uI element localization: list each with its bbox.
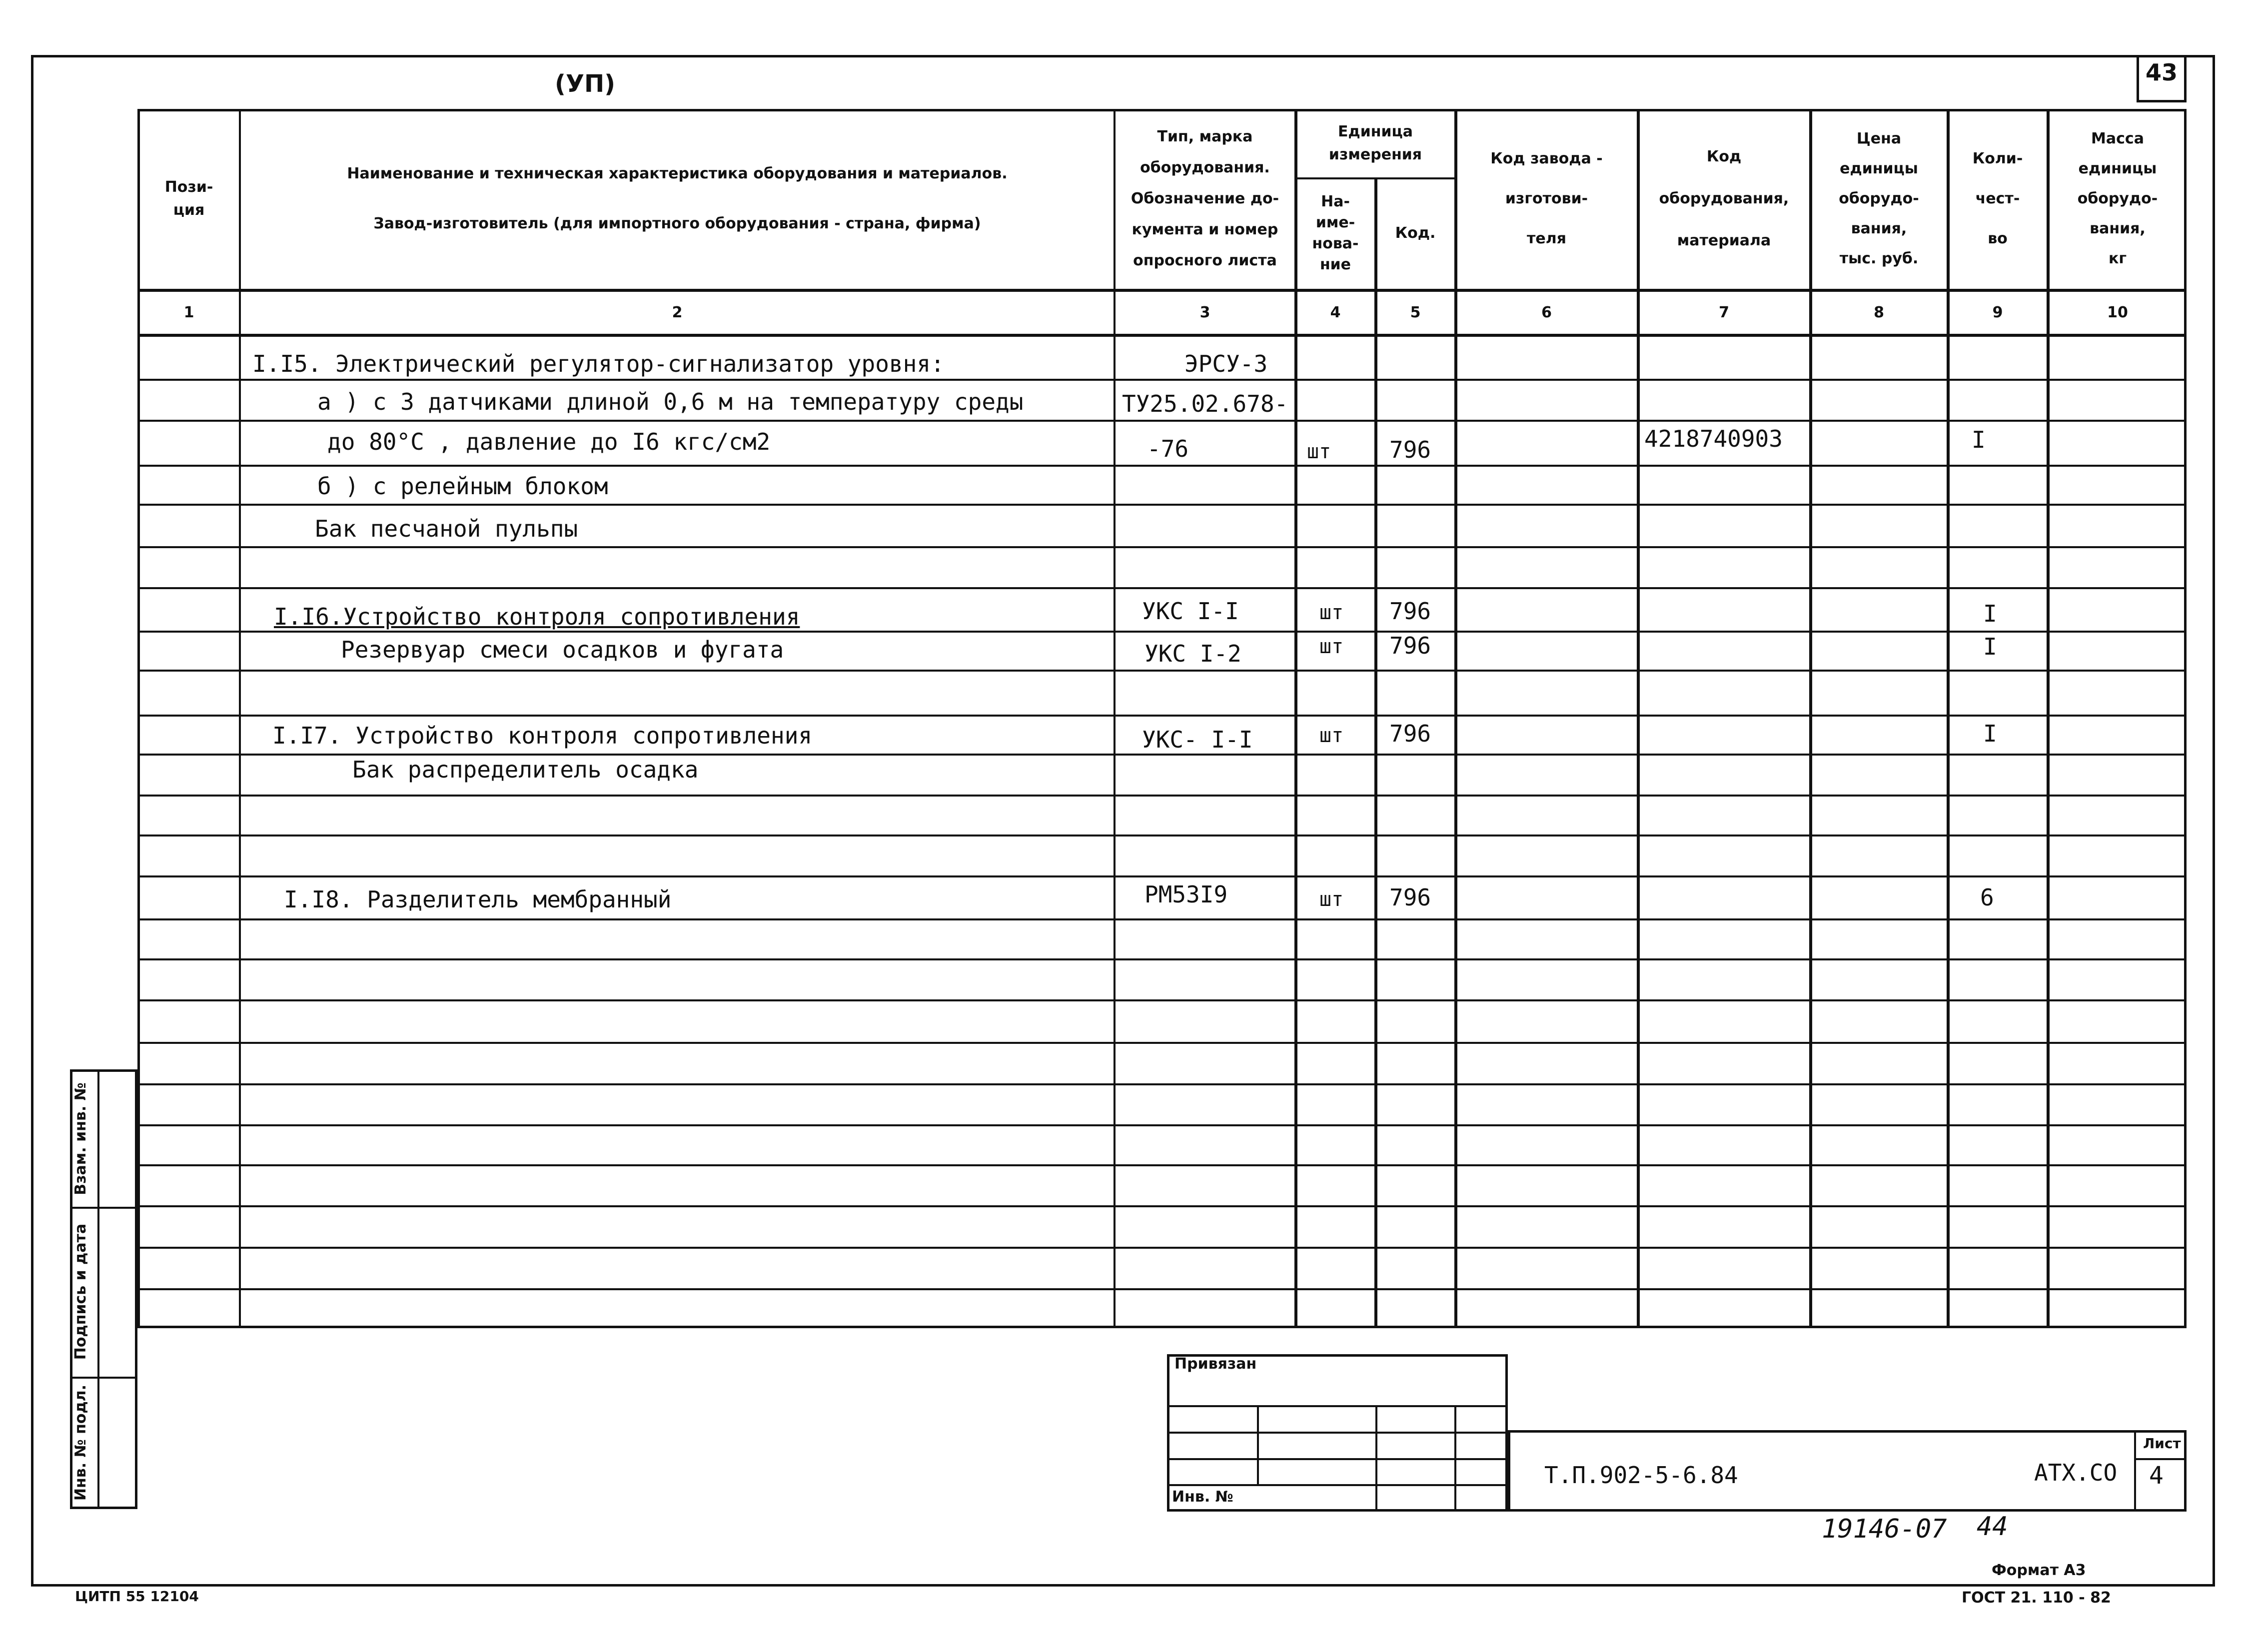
row-type: УКС I-2 <box>1144 640 1241 667</box>
row-unit-code: 796 <box>1389 884 1431 911</box>
side-label-original-inv: Инв. № подл. <box>72 1384 89 1501</box>
row-line <box>137 834 2187 836</box>
row-line <box>137 379 2187 381</box>
row-name: Бак песчаной пульпы <box>315 515 578 542</box>
column-number: 3 <box>1199 303 1210 321</box>
sheet-label: Лист <box>2143 1435 2181 1452</box>
header-position: Пози- ция <box>164 178 213 219</box>
header-price: Цена единицы оборудо- вания, тыс. руб. <box>1839 130 1919 267</box>
row-line <box>137 1247 2187 1249</box>
row-type: РМ53I9 <box>1144 881 1228 908</box>
row-line <box>137 546 2187 548</box>
header-equipment-code: Код оборудования, материала <box>1659 148 1789 249</box>
row-line <box>137 1164 2187 1166</box>
row-line <box>137 504 2187 506</box>
footer-format: Формат А3 <box>1992 1562 2086 1579</box>
row-unit: шт <box>1319 888 1344 911</box>
column-number: 5 <box>1410 303 1421 321</box>
row-quantity: I <box>1983 633 1997 660</box>
row-name: I.I7. Устройство контроля сопротивления <box>272 722 813 749</box>
side-label-replaced-inv: Взам. инв. № <box>72 1082 89 1195</box>
row-line <box>137 465 2187 467</box>
row-type: -76 <box>1147 435 1189 462</box>
row-line <box>137 587 2187 589</box>
row-type: УКС- I-I <box>1142 726 1253 753</box>
page-number: 43 <box>2145 59 2178 86</box>
row-line <box>137 631 2187 633</box>
header-unit: Единица измерения <box>1328 122 1422 163</box>
column-number: 10 <box>2107 303 2128 321</box>
footer-gost: ГОСТ 21. 110 - 82 <box>1962 1589 2111 1607</box>
row-line <box>137 670 2187 672</box>
row-unit: шт <box>1307 440 1331 463</box>
row-quantity: 6 <box>1980 884 1994 911</box>
column-number: 9 <box>1992 303 2003 321</box>
column-number: 2 <box>672 303 683 321</box>
column-number: 8 <box>1874 303 1884 321</box>
document-designation: Т.П.902-5-6.84 <box>1544 1462 1738 1489</box>
row-name: б ) с релейным блоком <box>317 473 608 500</box>
column-number: 4 <box>1330 303 1341 321</box>
handwritten-page: 44 <box>1977 1512 2008 1542</box>
row-quantity: I <box>1972 426 1986 453</box>
column-number: 7 <box>1719 303 1729 321</box>
row-unit-code: 796 <box>1389 720 1431 747</box>
footer-left: ЦИТП 55 12104 <box>75 1588 199 1605</box>
row-name: до 80°С , давление до I6 кгс/см2 <box>327 428 771 455</box>
row-unit-code: 796 <box>1389 598 1431 625</box>
header-name: Наименование и техническая характеристика оборудования и материалов. Завод-изготовитель (для импортного оборудования - страна, фирма) <box>347 165 1008 232</box>
header-unit-code: Код. <box>1395 224 1436 242</box>
header-type: Тип, марка оборудования. Обозначение до- кумента и номер опросного листа <box>1130 128 1279 269</box>
document-code: АТХ.СО <box>2034 1459 2118 1486</box>
header-mass: Масса единицы оборудо- вания, кг <box>2077 130 2158 267</box>
side-label-signature-date: Подпись и дата <box>72 1223 89 1360</box>
row-line <box>137 1124 2187 1126</box>
row-type: ЭРСУ-3 <box>1184 350 1268 377</box>
row-line <box>137 420 2187 422</box>
row-line <box>137 1205 2187 1207</box>
row-quantity: I <box>1983 600 1997 627</box>
row-line <box>137 918 2187 920</box>
row-equipment-code: 4218740903 <box>1644 425 1783 452</box>
header-unit-name: На- име- нова- ние <box>1312 192 1359 273</box>
row-unit: шт <box>1319 635 1344 658</box>
sheet-number: 4 <box>2149 1462 2164 1490</box>
row-unit: шт <box>1319 601 1344 624</box>
row-name: I.I6.Устройство контроля сопротивления <box>274 603 800 630</box>
row-name: а ) с 3 датчиками длиной 0,6 м на температуру среды <box>317 388 1024 415</box>
column-number: 1 <box>183 303 194 321</box>
row-name: Резервуар смеси осадков и фугата <box>341 636 784 663</box>
row-type: ТУ25.02.678- <box>1122 390 1288 417</box>
row-line <box>137 715 2187 717</box>
column-number: 6 <box>1541 303 1552 321</box>
row-unit-code: 796 <box>1389 436 1431 463</box>
handwritten-number: 19146-07 <box>1822 1514 1947 1544</box>
row-unit: шт <box>1319 724 1344 747</box>
row-line <box>137 1042 2187 1044</box>
header-quantity: Коли- чест- во <box>1972 150 2023 247</box>
row-line <box>137 1288 2187 1290</box>
row-name: I.I8. Разделитель мембранный <box>284 886 672 913</box>
row-unit-code: 796 <box>1389 632 1431 659</box>
row-line <box>137 875 2187 877</box>
row-name: Бак распределитель осадка <box>352 756 699 783</box>
row-line <box>137 795 2187 797</box>
row-name: I.I5. Электрический регулятор-сигнализатор уровня: <box>252 350 945 377</box>
row-line <box>137 999 2187 1001</box>
linked-label: Привязан <box>1174 1355 1257 1373</box>
row-line <box>137 958 2187 960</box>
header-maker-code: Код завода - изготови- теля <box>1490 150 1603 247</box>
row-line <box>137 1083 2187 1085</box>
inv-no-label: Инв. № <box>1172 1488 1233 1506</box>
row-type: УКС I-I <box>1142 598 1239 625</box>
sheet-mark: (УП) <box>555 70 616 98</box>
row-quantity: I <box>1983 720 1997 747</box>
